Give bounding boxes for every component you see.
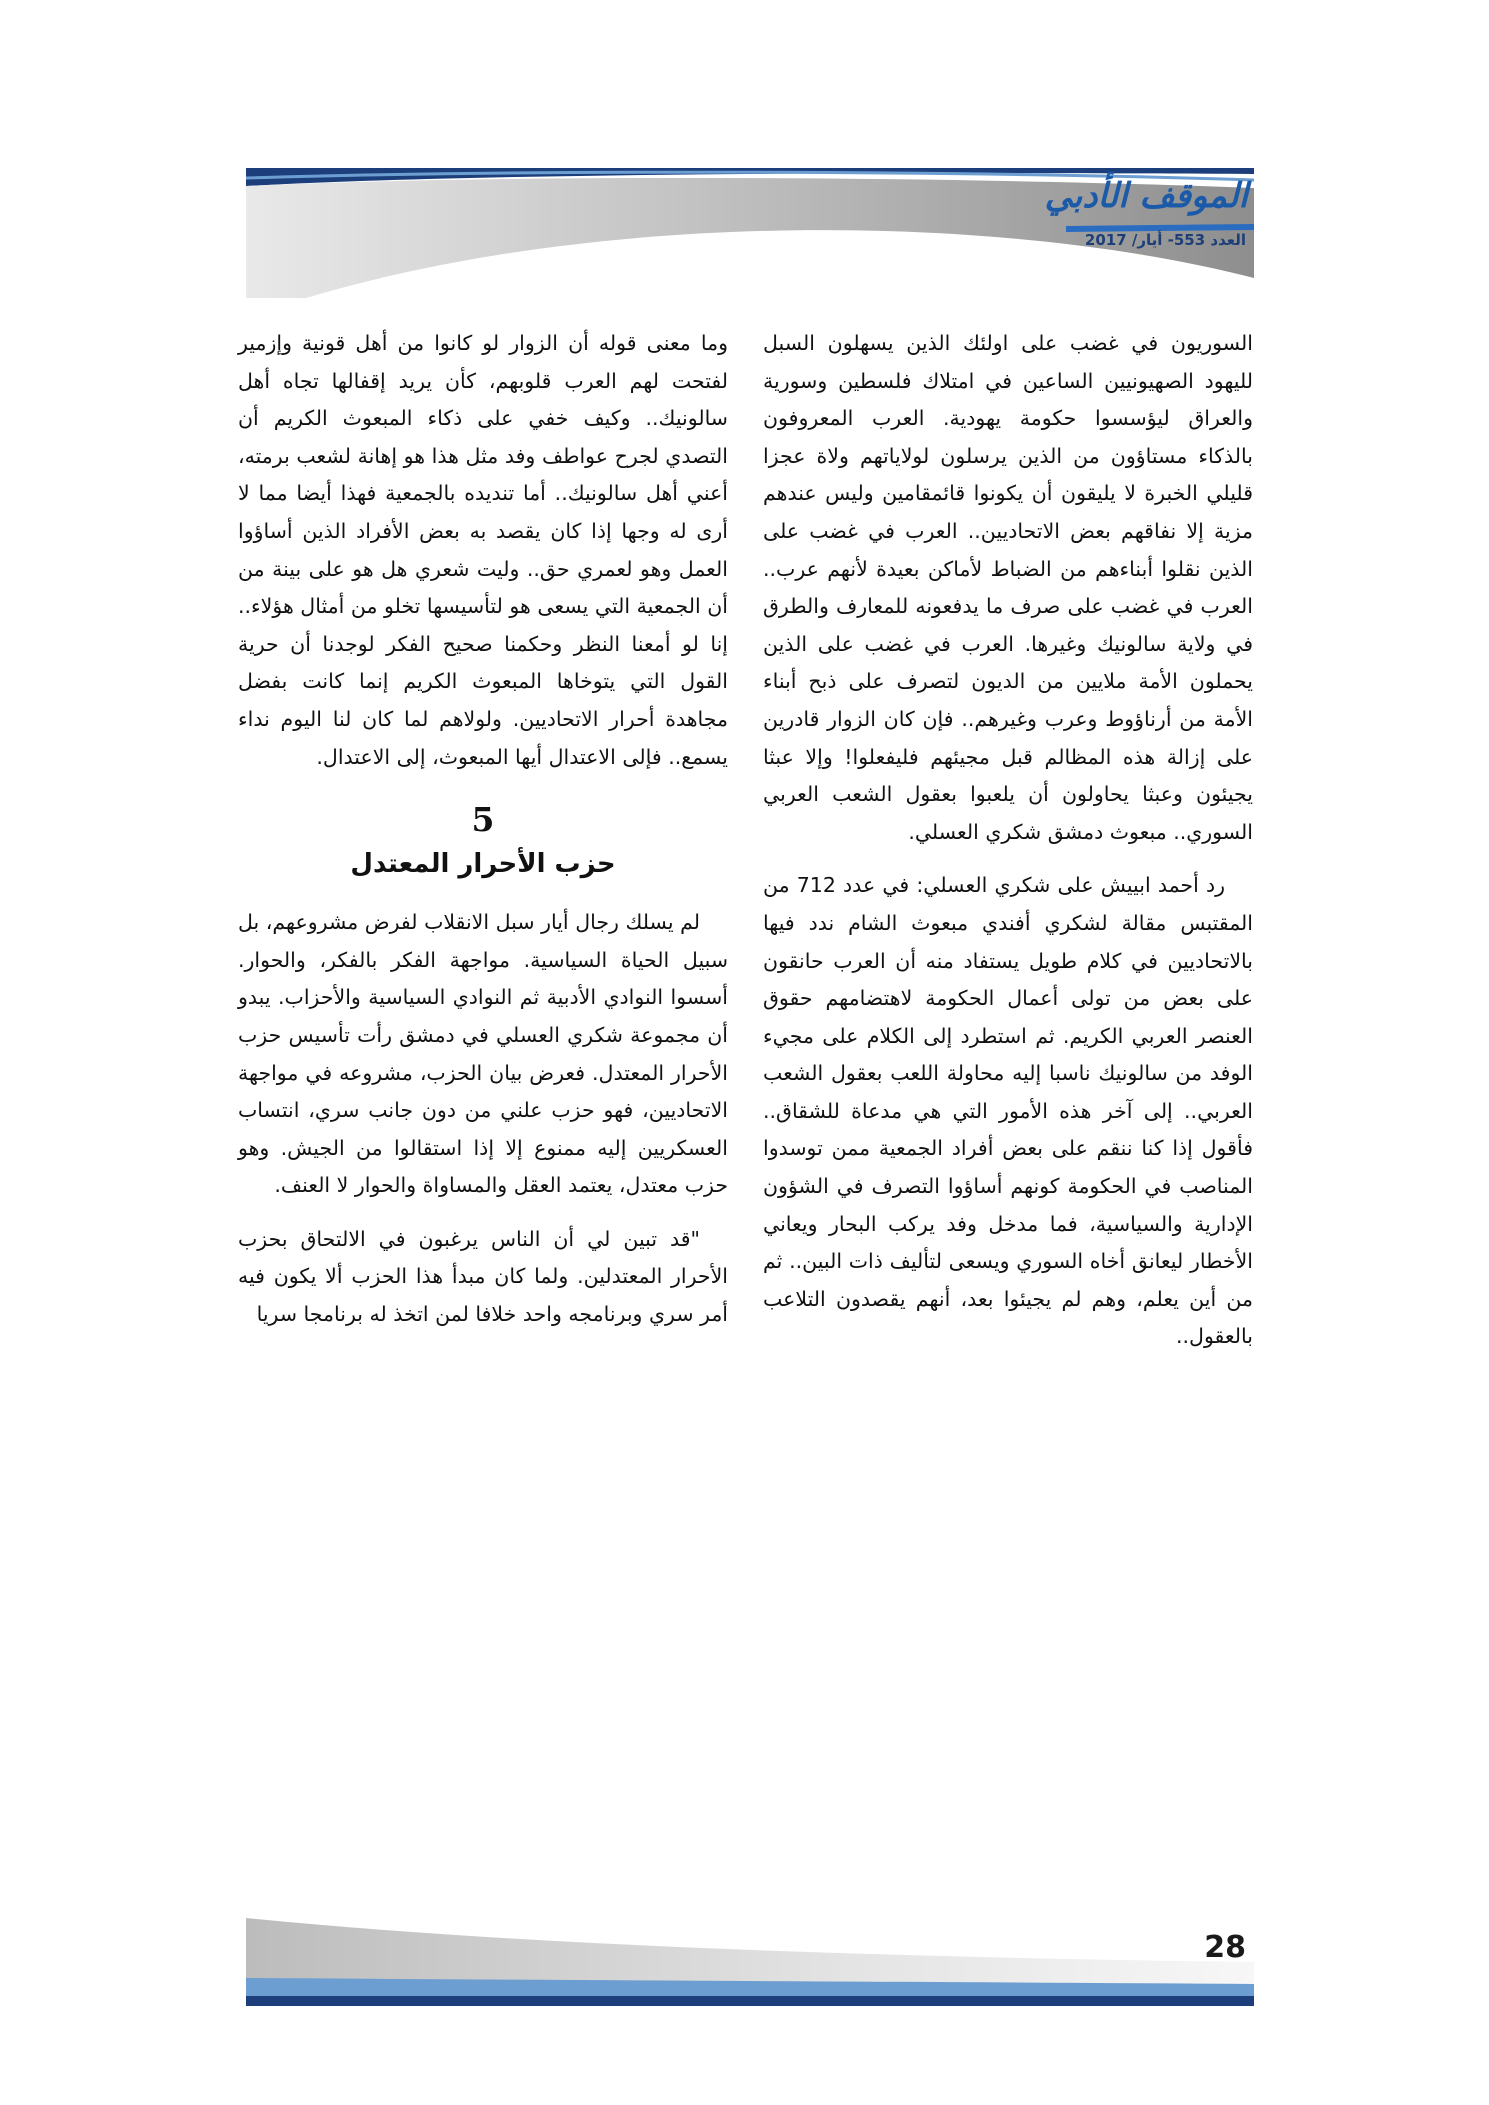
article-column-left — [238, 325, 728, 1334]
section-title: حزب الأحرار المعتدل — [350, 849, 616, 880]
footer-wave-graphic — [246, 1918, 1254, 2018]
header-banner — [246, 168, 1254, 298]
footer-banner — [246, 1918, 1254, 2018]
paragraph-left-1: وما معنى قوله أن الزوار لو كانوا من أهل قونية وإزمير لفتحت لهم العرب قلوبهم، كأن يريد إقفالها تجاه أهل سالونيك.. وكيف خفي على ذكاء المبعوث الكريم أن التصدي لجرح عواطف وفد مثل هذا هو إهانة لشعب برمته، أعني أهل سالونيك.. أما تنديده بالجمعية فهذا أيضا مما لا أرى له وجها إذا كان يقصد به بعض الأفراد الذين أساؤوا العمل وهو لعمري حق.. وليت شعري هل هو على بينة من أن الجمعية التي يسعى هو لتأسيسها تخلو من أمثال هؤلاء.. إنا لو أمعنا النظر وحكمنا صحيح الفكر لوجدنا أن حرية القول التي يتوخاها المبعوث الكريم إنما كانت بفضل مجاهدة أحرار الاتحاديين. ولولاهم لما كان لنا اليوم نداء يسمع.. فإلى الاعتدال أيها المبعوث، إلى الاعتدال. — [238, 331, 728, 769]
paragraph-right-1: السوريون في غضب على اولئك الذين يسهلون السبل لليهود الصهيونيين الساعين في امتلاك فلسطين وسورية والعراق ليؤسسوا حكومة يهودية. العرب المعروفون بالذكاء مستاؤون من الذين يرسلون لولاياتهم ولاة عجزا قليلي الخبرة لا يليقون أن يكونوا قائمقامين وليس عندهم مزية إلا نفاقهم بعض الاتحاديين.. العرب في غضب على الذين نقلوا أبناءهم من الضباط لأماكن بعيدة لأنهم عرب.. العرب في غضب على صرف ما يدفعونه للمعارف والطرق في ولاية سالونيك وغيرها. العرب في غضب على الذين يحملون الأمة ملايين من الديون لتصرف على ذبح أبناء الأمة من أرناؤوط وعرب وغيرهم.. فإن كان الزوار قادرين على إزالة هذه المظالم قبل مجيئهم فليفعلوا! وإلا عبثا يجيئون وعبثا يحاولون أن يلعبوا بعقول الشعب العربي السوري.. مبعوث دمشق شكري العسلي. — [763, 331, 1253, 844]
magazine-logo: الموقف الأدبي — [1044, 176, 1248, 216]
page-number: 28 — [1204, 1930, 1246, 1965]
paragraph-right-2: رد أحمد ابييش على شكري العسلي: في عدد 712 من المقتبس مقالة لشكري أفندي مبعوث الشام ندد فيها بالاتحاديين في كلام طويل يستفاد منه أن العرب حانقون على بعض من تولى أعمال الحكومة لاهتضامهم حقوق العنصر العربي الكريم. ثم استطرد إلى الكلام على مجيء الوفد من سالونيك ناسبا إليه محاولة اللعب بعقول الشعب العربي.. إلى آخر هذه الأمور التي هي مدعاة للشقاق.. فأقول إذا كنا ننقم على بعض أفراد الجمعية ممن توسدوا المناصب في الحكومة كونهم أساؤوا التصرف في الشؤون الإدارية والسياسية، فما مدخل وفد يركب البحار ويعاني الأخطار ليعانق أخاه السوري ويسعى لتأليف ذات البين.. ثم من أين يعلم، وهم لم يجيئوا بعد، أنهم يقصدون التلاعب بالعقول.. — [763, 873, 1253, 1349]
article-column-right — [763, 325, 1253, 1356]
paragraph-left-3: "قد تبين لي أن الناس يرغبون في الالتحاق بحزب الأحرار المعتدلين. ولما كان مبدأ هذا الحزب ألا يكون فيه أمر سري وبرنامجه واحد خلافا لمن اتخذ له برنامجا سريا — [238, 1226, 728, 1327]
paragraph-left-2: لم يسلك رجال أيار سبل الانقلاب لفرض مشروعهم، بل سبيل الحياة السياسية. مواجهة الفكر بالفكر، والحوار. أسسوا النوادي الأدبية ثم النوادي السياسية والأحزاب. يبدو أن مجموعة شكري العسلي في دمشق رأت تأسيس حزب الأحرار المعتدل. فعرض بيان الحزب، مشروعه في مواجهة الاتحاديين، فهو حزب علني من دون جانب سري، انتساب العسكريين إليه ممنوع إلا إذا استقالوا من الجيش. وهو حزب معتدل، يعتمد العقل والمساواة والحوار لا العنف. — [238, 910, 728, 1198]
section-number: 5 — [471, 800, 495, 840]
issue-info: العدد 553- أيار/ 2017 — [1084, 231, 1246, 249]
